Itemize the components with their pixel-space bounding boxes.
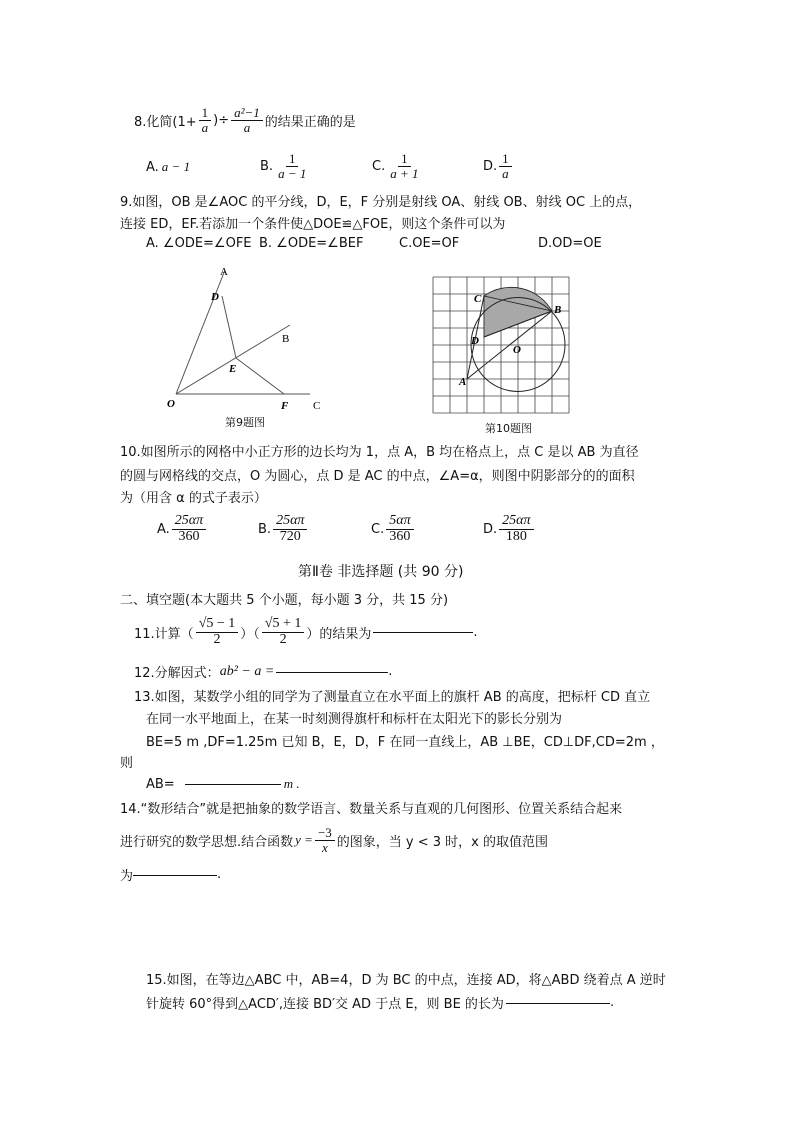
q11-prefix: 11.计算（	[134, 626, 194, 642]
q10-option-b-den: 720	[279, 528, 301, 544]
part-2-title: 第Ⅱ卷 非选择题 (共 90 分)	[298, 564, 464, 580]
q10-option-b-frac	[273, 514, 307, 544]
q14-line-3-prefix: 为	[120, 869, 134, 884]
fig9-segment-ef	[236, 358, 284, 394]
q10-option-d	[483, 509, 536, 549]
q8-fraction-2	[231, 106, 263, 134]
figure-10	[428, 272, 578, 418]
q9-option-d: D.OD=OE	[538, 236, 602, 251]
q11-fraction-2	[262, 617, 305, 647]
q8-option-b-label: B.	[260, 158, 274, 174]
q10-line-2: 的圆与网格线的交点，O 为圆心，点 D 是 AC 的中点，∠A=α，则图中阴影部分的的面积	[120, 469, 635, 484]
fig10-label-o: O	[513, 344, 521, 356]
q8-fraction-1	[199, 106, 212, 134]
q9-line-2: 连接 ED，EF.若添加一个条件使△DOE≌△FOE，则这个条件可以为	[120, 217, 506, 232]
q8-option-c	[372, 148, 424, 184]
q9-option-a: A. ∠ODE=∠OFE	[146, 236, 252, 251]
q8-option-d-num: 1	[499, 152, 512, 167]
q10-option-b-num: 25απ	[273, 514, 307, 530]
q11-frac1-den: 2	[213, 631, 221, 647]
q15-line-2-text: 针旋转 60°得到△ACD′,连接 BD′交 AD 于点 E，则 BE 的长为	[146, 997, 504, 1012]
q11-suffix: ）的结果为	[306, 626, 372, 642]
q12-expression: ab² − a =	[219, 663, 275, 679]
q13-line-3: BE=5 m ,DF=1.25m 已知 B，E，D，F 在同一直线上，AB ⊥BE，CD⊥DF,CD=2m ，	[146, 735, 664, 750]
fig10-label-b: B	[554, 304, 562, 316]
question-8	[134, 102, 356, 138]
q8-frac1-num: 1	[199, 106, 212, 121]
q13-line-1: 13.如图，某数学小组的同学为了测量直立在水平面上的旗杆 AB 的高度，把标杆 CD 直立	[134, 690, 651, 705]
q8-option-a	[146, 158, 190, 176]
q10-line-1: 10.如图所示的网格中小正方形的边长均为 1，点 A，B 均在格点上，点 C 是以 AB 为直径	[120, 445, 639, 460]
q8-suffix: 的结果正确的是	[264, 114, 356, 130]
q10-line-3: 为（用含 α 的式子表示）	[120, 491, 267, 506]
q14-line-3	[120, 865, 221, 884]
fig9-ray-oa	[176, 270, 225, 394]
q10-option-d-den: 180	[505, 528, 527, 544]
q14-line-2-prefix: 进行研究的数学思想.结合函数	[120, 834, 294, 850]
question-11	[134, 612, 478, 652]
q13-answer-blank[interactable]	[185, 783, 281, 785]
q8-option-c-den: a + 1	[390, 165, 419, 181]
fig9-segment-de	[222, 296, 236, 358]
q14-function-fraction	[315, 826, 335, 854]
q10-option-d-label: D.	[483, 521, 498, 537]
q10-option-b-label: B.	[258, 521, 272, 537]
fig10-label-d: D	[471, 335, 479, 347]
q11-mid: ）（	[240, 626, 260, 642]
q8-option-d-frac	[499, 152, 512, 180]
q8-option-b-frac	[275, 152, 309, 180]
q8-option-a-label: A.	[146, 159, 159, 175]
q10-option-a-frac	[172, 514, 206, 544]
q8-option-c-num: 1	[398, 152, 411, 167]
fig9-label-b: B	[282, 333, 290, 345]
q15-end: .	[609, 995, 615, 1010]
fig10-caption: 第10题图	[485, 422, 532, 435]
q13-ab-unit: m .	[283, 776, 300, 791]
fig9-label-a: A	[220, 266, 228, 278]
q14-func-num: −3	[315, 826, 335, 841]
q11-answer-blank[interactable]	[373, 631, 473, 633]
q8-option-c-frac	[387, 152, 421, 180]
q10-option-a-den: 360	[178, 528, 200, 544]
q10-option-c	[371, 509, 416, 549]
q10-option-a	[157, 509, 208, 549]
q15-line-1: 15.如图，在等边△ABC 中，AB=4，D 为 BC 的中点，连接 AD，将△ABD 绕着点 A 逆时	[146, 973, 666, 988]
q13-ab-prefix: AB=	[146, 776, 175, 792]
q8-frac2-den: a	[243, 119, 251, 135]
q10-option-b	[258, 509, 309, 549]
q8-mid: )÷	[213, 112, 230, 128]
fig9-label-f: F	[281, 400, 289, 412]
q8-option-c-label: C.	[372, 158, 386, 174]
fig9-label-e: E	[229, 363, 237, 375]
q9-line-1: 9.如图，OB 是∠AOC 的平分线，D，E，F 分别是射线 OA、射线 OB、射线 OC 上的点，	[120, 195, 642, 210]
q10-option-d-num: 25απ	[499, 514, 533, 530]
q8-option-b-den: a − 1	[278, 165, 307, 181]
q14-line-2-suffix: 的图象，当 y < 3 时，x 的取值范围	[336, 834, 548, 850]
q10-option-c-label: C.	[371, 521, 385, 537]
q12-prefix: 12.分解因式：	[134, 666, 220, 681]
q8-option-a-text: a − 1	[161, 159, 191, 174]
fig9-label-d: D	[211, 291, 219, 303]
q11-fraction-1	[196, 617, 239, 647]
q13-ab-answer	[146, 776, 300, 792]
q8-frac2-num: a²−1	[231, 106, 263, 121]
q8-option-b-num: 1	[286, 152, 299, 167]
q8-option-d-label: D.	[483, 158, 498, 174]
q14-func-y: y =	[295, 832, 313, 847]
q15-line-2	[146, 993, 614, 1012]
q14-end: .	[217, 867, 222, 882]
fig10-label-a: A	[459, 376, 467, 388]
q10-option-c-num: 5απ	[386, 514, 413, 530]
q12-end: .	[388, 664, 393, 679]
q14-line-1: 14.“数形结合”就是把抽象的数学语言、数量关系与直观的几何图形、位置关系结合起来	[120, 802, 623, 817]
q10-option-c-frac	[386, 514, 413, 544]
q8-prefix: 8.化简(1+	[134, 114, 197, 130]
q13-line-4: 则	[120, 756, 134, 771]
q14-line-2	[120, 820, 548, 860]
q10-option-a-num: 25απ	[172, 514, 206, 530]
question-12	[134, 662, 392, 681]
q10-option-a-label: A.	[157, 521, 170, 537]
q11-frac2-num: √5 + 1	[262, 617, 305, 633]
fig9-label-o: O	[167, 398, 175, 410]
q14-func-den: x	[321, 839, 328, 855]
q11-frac1-num: √5 − 1	[196, 617, 239, 633]
q14-answer-blank[interactable]	[133, 874, 217, 876]
q8-option-d-den: a	[502, 165, 509, 181]
q8-option-b	[260, 148, 311, 184]
figure-9	[160, 262, 340, 432]
q9-option-b: B. ∠ODE=∠BEF	[259, 236, 364, 251]
q10-option-d-frac	[499, 514, 533, 544]
q12-answer-blank[interactable]	[276, 671, 388, 673]
fig9-caption: 第9题图	[225, 416, 265, 429]
q15-answer-blank[interactable]	[506, 1002, 610, 1004]
q8-frac1-den: a	[201, 119, 209, 135]
q8-option-d	[483, 148, 514, 184]
q9-option-c: C.OE=OF	[399, 236, 460, 251]
fig9-ray-ob	[176, 325, 290, 394]
q10-option-c-den: 360	[389, 528, 411, 544]
q13-line-2: 在同一水平地面上，在某一时刻测得旗杆和标杆在太阳光下的影长分别为	[146, 712, 563, 727]
fig10-label-c: C	[474, 293, 482, 305]
q11-frac2-den: 2	[279, 631, 287, 647]
fig9-label-c: C	[313, 400, 321, 412]
q11-end: .	[473, 624, 478, 640]
section-2-heading: 二、填空题(本大题共 5 个小题，每小题 3 分，共 15 分)	[120, 593, 449, 608]
